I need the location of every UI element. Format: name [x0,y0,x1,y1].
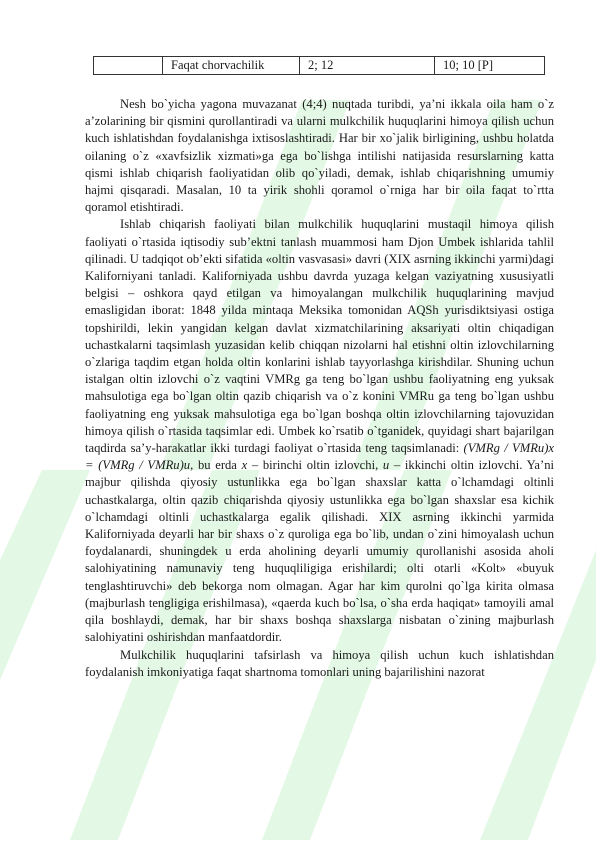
paragraph-text: – birinchi oltin izlovchi, [247,458,383,473]
document-body [85,96,554,681]
table-cell: 2; 12 [300,57,435,75]
paragraph-nash-equilibrium: Nesh bo`yicha yagona muvazanat (4;4) nuqtada turibdi, ya’ni ikkala oila ham o`z a’zolarining bir qismini qurollantiradi va ularni mulkchilik huquqlarini himoya qilish uchun kuch ishlatishdan foydalanishga ixtisoslashtiradi. Har bir xo`jalik birligining, ushbu holatda oilaning o`z «xavfsizlik xizmati»ga ega bo`lishga intilishi natijasida resurslarning katta qismi ishlab chiqarish faoliyatidan olib qo`yiladi, demak, ishlab chiqarishning umumiy hajmi qisqaradi. Masalan, 10 ta yirik shohli qoramol o`rniga har bir oila faqat to`rtta qoramol etishtiradi. [85,97,554,215]
paragraph-text: , bu erda [190,458,242,473]
paragraph-contract-enforcement: Mulkchilik huquqlarini tafsirlash va himoya qilish uchun kuch ishlatishdan foydalanish imkoniyatiga faqat shartnoma tomonlari uning bajarilishini nazorat [85,647,554,679]
table-cell: Faqat chorvachilik [163,57,300,75]
table-row [94,57,545,75]
table-cell: 10; 10 [P] [435,57,545,75]
variable-u: u [382,458,390,473]
variable-x: x [241,458,248,473]
paragraph-text: – ikkinchi oltin izlovchi. Ya’ni majbur qilishda qiyosiy ustunlikka ega bo`lgan shaxslar katta o`lchamdagi oltinli uchastkalarga, oltin qazib chiqarishda qiyosiy ustunlikka ega bo`lgan shaxslar esa kichik o`lchamdagi oltinli uchastkalarga egalik qilishadi. XIX asrning ikkinchi yarmida Kaliforniyada deyarli har bir shaxs o`z quroliga ega bo`lib, undan o`zini himoyalash uchun foydalanardi, shuningdek u erda aholining deyarli umumiy qurollanishi asosida aholi salohiyatining namunaviy teng huquqliligiga erishilardi; olti otarli «Kolt» «buyuk tenglashtiruvchi» deb bekorga nom olmagan. Agar har kim qurolni qo`lga kirita olmasa (majburlash tengligiga erishilmasa), «qaerda kuch bo`lsa, o`sha erda haqiqat» tamoyili amal qila boshlaydi, demak, har bir shaxs boshqa shaxslarga nisbatan o`zining majburlash salohiyatini oshirishdan manfaatdordir. [85,458,554,645]
formula: (VMRg / VMRu)x = (VMRg / VMRu)u [85,441,554,473]
paragraph-text: Ishlab chiqarish faoliyati bilan mulkchilik huquqlarini mustaqil himoya qilish faoliyati o`rtasida iqtisodiy sub’ektni tanlash muammosi ham Djon Umbek ishlarida tahlil qilinadi. U tadqiqot ob’ekti sifatida «oltin vasvasasi» davri (XIX asrning ikkinchi yarmi)dagi Kaliforniyani tanladi. Kaliforniyada ushbu davrda yuzaga kelgan vaziyatning xususiyatli belgisi – oshkora qayd etilgan va himoyalangan mulkchilik huquqlarining mavjud emasligidan iborat: 1848 yilda mintaqa Meksika tomonidan AQSh yurisdiktsiyasi ostiga topshirildi, lekin yangidan kelgan davlat xizmatchilarining aksariyati oltin chiqadigan uchastkalarni taqsimlash yuzasidan kelib chiqqan nizolarni hal etishni oltin izlovchilarning o`zlariga taqdim etgan holda oltin konlarini ishlab tayyorlashga kirishdilar. Shuning uchun istalgan oltin izlovchi o`z vaqtini VMRg ga teng bo`lgan ushbu faoliyatning eng yuksak mahsulotiga ega bo`lgan oltin qazib chiqarish va o`z konini VMRu ga teng bo`lgan ushbu faoliyatning eng yuksak mahsulotiga ega bo`lgan boshqa oltin izlovchilarning tajovuzidan himoya qilish o`rtasida taqsimlar edi. Umbek ko`rsatib o`tganidek, quyidagi shart bajarilgan taqdirda sa’y-harakatlar ikki turdagi faoliyat o`rtasida teng taqsimlanadi: [85,217,554,456]
paragraph-umbek-analysis [85,216,554,646]
data-table [93,56,545,75]
table-cell [94,57,163,75]
